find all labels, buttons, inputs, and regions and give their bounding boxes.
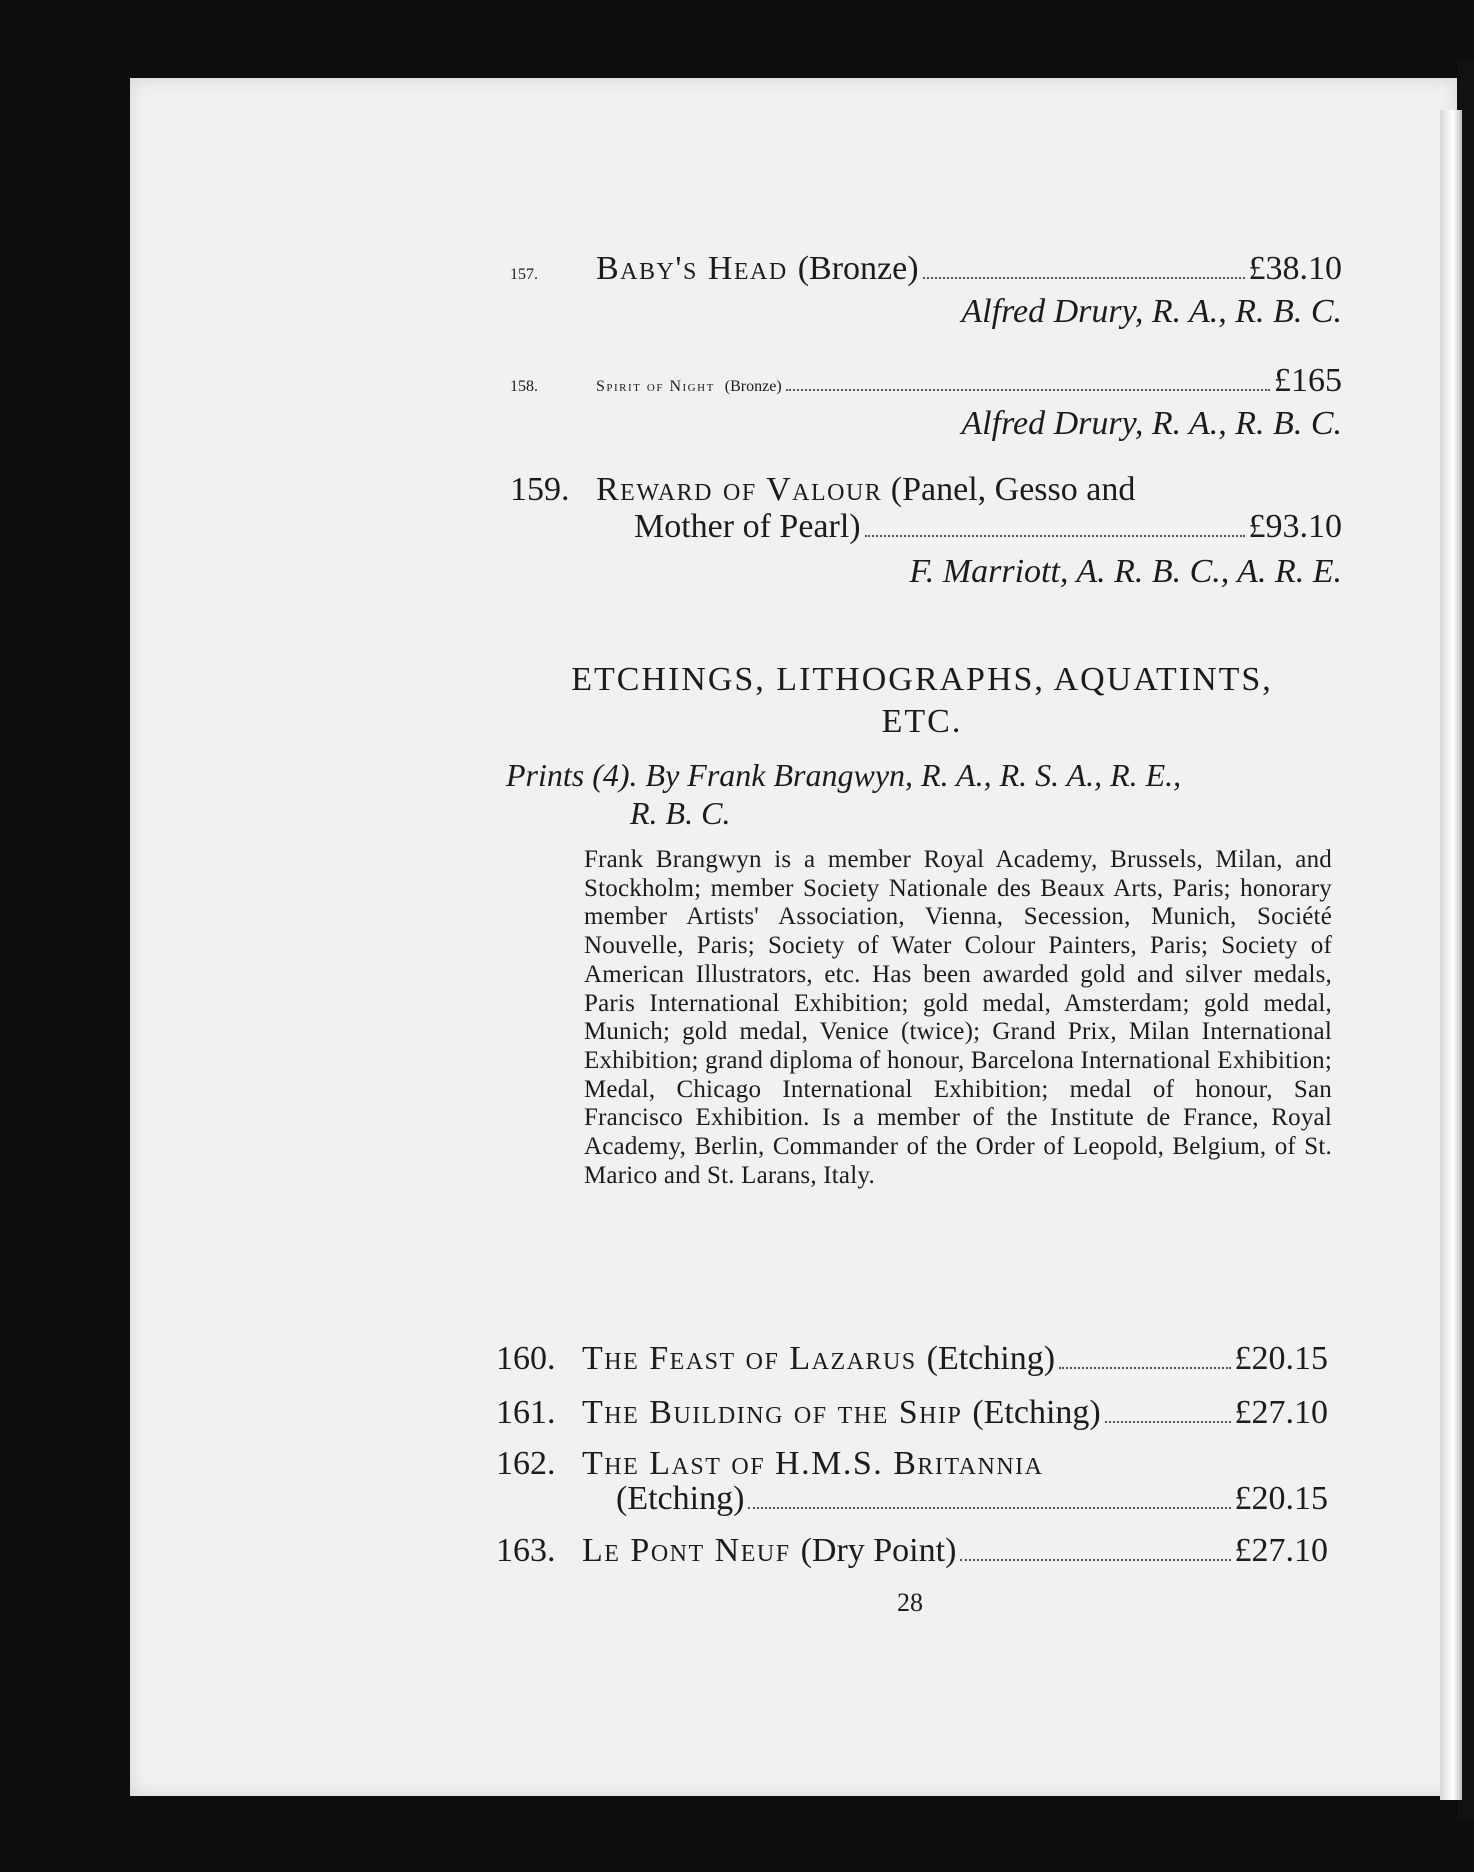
entry-medium: (Etching) [972, 1394, 1101, 1431]
page-number: 28 [897, 1588, 923, 1617]
entry-price: £27.10 [1234, 1394, 1328, 1431]
entry-number: 161. [496, 1394, 556, 1431]
entry-price: £20.15 [1234, 1340, 1328, 1377]
entry-161 [496, 1394, 1328, 1432]
entry-title: Baby's Head [596, 250, 788, 287]
entry-number: 158. [510, 378, 538, 395]
entry-medium: (Bronze) [724, 378, 782, 395]
section-heading-continued: ETC. [881, 703, 963, 740]
leader-dots [1105, 1421, 1231, 1423]
entry-title: Reward of Valour [596, 471, 883, 508]
entry-number: 163. [496, 1532, 556, 1569]
leader-dots [1059, 1367, 1230, 1369]
leader-dots [865, 535, 1245, 537]
entry-title: The Last of H.M.S. Britannia [582, 1445, 1044, 1482]
entry-title: The Feast of Lazarus [582, 1340, 917, 1377]
entry-artist: Alfred Drury, R. A., R. B. C. [961, 405, 1342, 442]
entry-number: 159. [510, 471, 570, 508]
section-heading: ETCHINGS, LITHOGRAPHS, AQUATINTS, [571, 661, 1273, 698]
entry-162-continued [616, 1480, 1328, 1518]
entry-159 [510, 470, 1135, 510]
entry-159-continued [634, 508, 1342, 546]
entry-medium: (Dry Point) [800, 1532, 957, 1569]
prints-attribution: Prints (4). By Frank Brangwyn, R. A., R. S. A., R. E., [506, 757, 1182, 793]
entry-160 [496, 1340, 1328, 1378]
entry-price: £93.10 [1248, 508, 1342, 545]
entry-number: 162. [496, 1445, 556, 1482]
entry-price: £38.10 [1248, 250, 1342, 287]
page-edge [1440, 110, 1462, 1800]
entry-number: 157. [510, 266, 538, 283]
leader-dots [786, 389, 1270, 391]
entry-price: £20.15 [1234, 1480, 1328, 1517]
entry-medium: (Panel, Gesso and [890, 471, 1136, 508]
entry-title: The Building of the Ship [582, 1394, 963, 1431]
entry-163 [496, 1532, 1328, 1570]
entry-medium-continued: Mother of Pearl) [634, 508, 861, 545]
entry-title: Spirit of Night [596, 378, 715, 395]
leader-dots [923, 277, 1245, 279]
entry-title: Le Pont Neuf [582, 1532, 791, 1569]
entry-price: £27.10 [1234, 1532, 1328, 1569]
entry-medium: (Etching) [926, 1340, 1056, 1377]
entry-158 [510, 362, 1342, 400]
entry-medium: (Etching) [616, 1480, 745, 1517]
entry-artist: Alfred Drury, R. A., R. B. C. [961, 293, 1342, 330]
entry-162 [496, 1444, 1043, 1484]
entry-price: £165 [1274, 362, 1342, 399]
entry-artist: F. Marriott, A. R. B. C., A. R. E. [909, 553, 1342, 590]
entry-medium: (Bronze) [797, 250, 919, 287]
leader-dots [960, 1559, 1230, 1561]
prints-attribution-continued: R. B. C. [630, 795, 731, 831]
artist-biography: Frank Brangwyn is a member Royal Academy, Brussels, Milan, and Stockholm; member Society Nationale des Beaux Arts, Paris; honorary member Artists' Association, Vienna, Secession, Munich, Société Nouvelle, Paris; Society of Water Colour Painters, Paris; Society of American Illustrators, etc. Has been awarded gold and silver medals, Paris International Exhibition; gold medal, Amsterdam; gold medal, Munich; gold medal, Venice (twice); Grand Prix, Milan International Exhibition; grand diploma of honour, Barcelona International Exhibition; Medal, Chicago International Exhibition; medal of honour, San Francisco Exhibition. Is a member of the Institute de France, Royal Academy, Berlin, Commander of the Order of Leopold, Belgium, of St. Marico and St. Larans, Italy. [584, 846, 1332, 1189]
entry-157 [510, 250, 1342, 288]
entry-number: 160. [496, 1340, 556, 1377]
leader-dots [748, 1507, 1230, 1509]
